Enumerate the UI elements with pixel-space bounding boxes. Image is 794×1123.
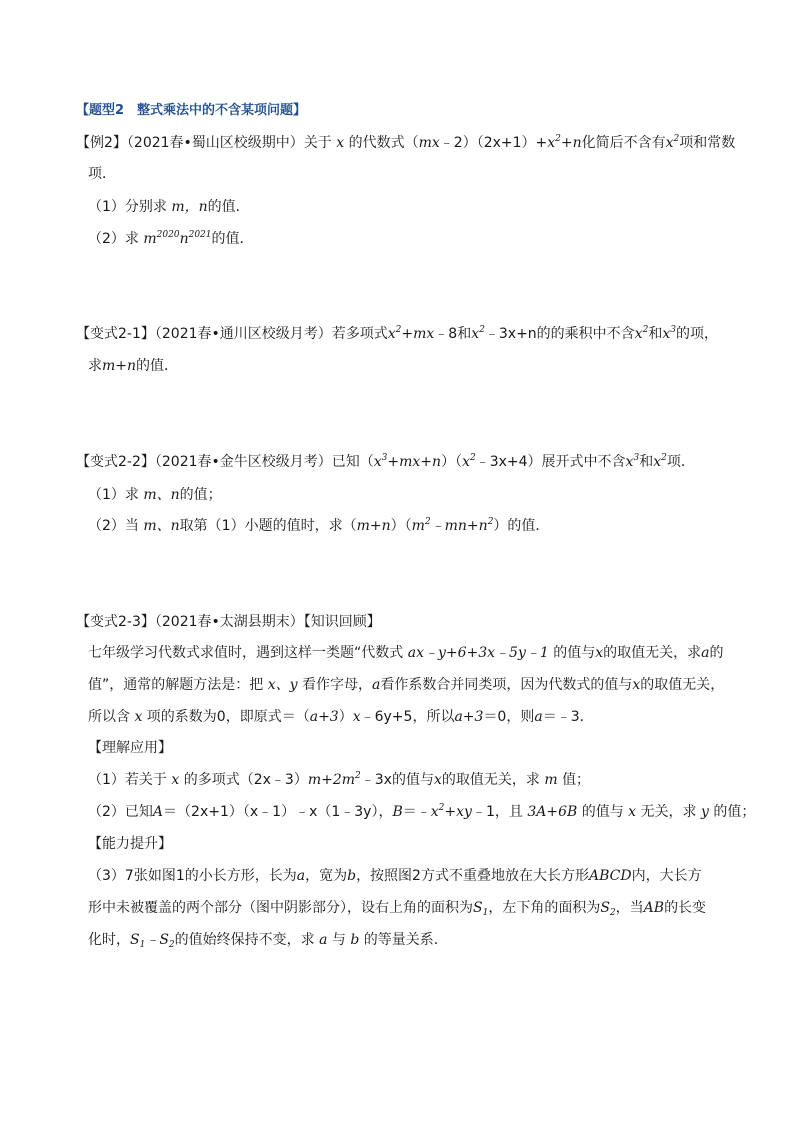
text: ）（ [441,454,463,470]
text: 与 [331,932,346,948]
var-mx: mx [418,135,440,151]
expr: y [696,804,714,820]
variant21-source: （2021春•通川区校级月考） [154,326,332,342]
variant23-tag: 【知识回顾】 [303,614,381,630]
var-x2: $x^2+n$ [547,134,582,151]
var-x2b: $x^2$ [665,134,680,151]
text: 看作字母， [301,677,372,693]
expr: $m+2m^2$ [307,771,361,788]
text: ，当 [615,900,644,916]
expr: $S_2$ [600,900,616,918]
expr: $x^2+mx$ [387,325,435,342]
text: （2）求 [88,231,139,247]
expr: a [314,932,332,948]
text: ，左下角的面积为 [488,900,601,916]
text: ）的值． [493,518,550,534]
expr: a+3 [454,709,484,725]
expr: x [595,645,604,661]
text: 的多项式（2x﹣3） [183,772,308,788]
expr: $x^2$ [653,453,667,470]
text: 项的系数为0，即原式＝（ [146,709,310,725]
expr: m、n [138,487,180,503]
example2-q2 [88,229,254,249]
variant23-u1 [88,770,590,790]
section-title-text: 【题型2 整式乘法中的不含某项问题】 [76,103,307,118]
text: 的等量关系． [363,932,448,948]
variant23-p2 [88,675,724,695]
expr: x [130,709,147,725]
text: ﹣8和 [434,326,472,342]
text: 项． [666,454,695,470]
expr: $x^3$ [662,325,676,342]
text: 无关，求 [640,804,697,820]
text: 的 [709,645,724,661]
variant23-label: 【变式2-3】 [76,614,155,630]
text: 看作系数合并同类项，因为代数式的值与 [380,677,633,693]
text: 求 [88,358,102,374]
text: ＝﹣3． [542,709,594,725]
variant23-p3: 所以含 x 项的系数为0，即原式＝（a+3）x﹣6y+5，所以a+3＝0，则a＝﹣3． [88,709,594,725]
variant23-u2 [88,802,755,822]
text: 所以含 [88,709,130,725]
expr: x [433,772,442,788]
text: ＝﹣ [402,804,431,820]
expr: $m^2﹣mn+n^2$ [411,517,494,534]
text: 【理解应用】 [88,740,172,756]
text: 的取值无关，求 [603,645,702,661]
text: 关于 [303,135,332,151]
variant21-label: 【变式2-1】 [76,326,155,342]
text: 值； [562,772,591,788]
text: ＝（2x+1）（x﹣1）﹣x（1﹣3y）， [163,804,393,820]
variant22-line1 [76,452,695,472]
text: ﹣3x+4）展开式中不含 [475,454,626,470]
example2-source: （2021春•蜀山区校级期中） [126,135,304,151]
expr: x [166,772,184,788]
text: ﹣6y+5，所以 [360,709,455,725]
text: （1）求 [88,487,139,503]
example2-line1 [76,133,735,153]
expr: b [345,932,364,948]
var-power: $m^{2020}n^{2021}$ [138,230,212,247]
expr: a [296,868,306,884]
expr: AB [643,900,665,916]
expr: b [347,868,357,884]
text: ﹣3x的值与 [360,772,434,788]
text: 的项， [675,326,718,342]
var-mn: m，n [166,199,208,215]
text: 已知（ [331,454,374,470]
text: （1）分别求 [88,199,167,215]
text: 的取值无关，求 [441,772,540,788]
variant22-q1 [88,485,222,505]
variant23-a4 [88,898,706,918]
text: 形中未被覆盖的两个部分（图中阴影部分），设右上角的面积为 [88,900,473,916]
text: 的值． [207,199,250,215]
expr: $x^2$ [462,453,476,470]
variant23-source: （2021春•太湖县期末） [154,614,304,630]
text: （1）若关于 [88,772,167,788]
expr: $x^3+mx+n$ [373,453,442,470]
expr: a+3 [309,709,339,725]
variant22-source: （2021春•金牛区校级月考） [154,454,332,470]
text: ，宽为 [305,868,348,884]
expr: A [152,804,164,820]
expr: a [534,709,543,725]
text: ＝0，则 [483,709,535,725]
text: 项． [88,166,116,182]
example2-label: 【例2】 [76,135,127,151]
text: 若多项式 [331,326,388,342]
expr: m+n [356,518,391,534]
expr: x [632,677,641,693]
text: ﹣2）（2x+1）+ [439,135,548,151]
text: 化时， [88,932,130,948]
expr: x [623,804,641,820]
text: ﹣3x+n的的乘积中不含 [484,326,635,342]
expr: $S_1﹣S_2$ [130,932,175,950]
exp: 2021 [188,230,212,240]
variant23-a3 [88,866,702,886]
expr: m+n [102,358,137,374]
variant22-q2 [88,516,549,536]
expr: x [352,709,361,725]
variant21-line2 [88,356,178,376]
expr: $x^2$ [471,325,485,342]
expr: x、y [263,677,302,693]
text: 取第（1）小题的值时，求（ [179,518,357,534]
variant23-a5 [88,930,448,950]
expr: $S_1$ [473,900,489,918]
variant22-label: 【变式2-2】 [76,454,155,470]
text: 的值与 [553,645,596,661]
text: 的值． [211,231,254,247]
expr: $x^2$ [634,325,649,342]
text: （2）当 [88,518,139,534]
expr: m、n [138,518,180,534]
text: （3）7张如图1的小长方形，长为 [88,868,297,884]
expr: m [539,772,563,788]
variant23-ability [88,834,172,854]
variant21-line1 [76,324,718,344]
variant23-line1 [76,612,381,632]
text: 七年级学习代数式求值时，遇到这样一类题“代数式 [88,645,404,661]
variant23-understand [88,738,172,758]
expr: a [371,677,381,693]
expr: ABCD [588,868,632,884]
exp: 2020 [156,230,180,240]
text: 值”，通常的解题方法是：把 [88,677,264,693]
text: 【能力提升】 [88,836,172,852]
text: 的值与 [581,804,624,820]
text: 的值； [713,804,756,820]
text: （2）已知 [88,804,153,820]
text: ﹣1，且 [471,804,523,820]
text: ）（ [390,518,412,534]
expr: ax﹣y+6+3x﹣5y﹣1 [403,645,554,661]
text: 内，大长方 [631,868,702,884]
text: ，按照图2方式不重叠地放在大长方形 [356,868,589,884]
expr: 3A+6B [522,804,582,820]
text: 的值． [136,358,179,374]
expr: a [701,645,710,661]
var-x: x [331,135,349,151]
text: 的值； [179,487,222,503]
text: 的长变 [664,900,707,916]
example2-line2 [88,164,116,184]
expr: $x^2+xy$ [430,803,472,820]
expr: $x^3$ [625,453,640,470]
text: 化简后不含有 [581,135,666,151]
text: 和 [639,454,654,470]
text: 和 [648,326,663,342]
text: 的取值无关， [640,677,725,693]
example2-q1 [88,197,250,217]
section-title [76,101,306,121]
variant23-p1 [88,643,723,663]
text: 项和常数 [679,135,736,151]
expr: B [392,804,403,820]
text: 的值始终保持不变，求 [174,932,315,948]
text: 的代数式（ [348,135,419,151]
